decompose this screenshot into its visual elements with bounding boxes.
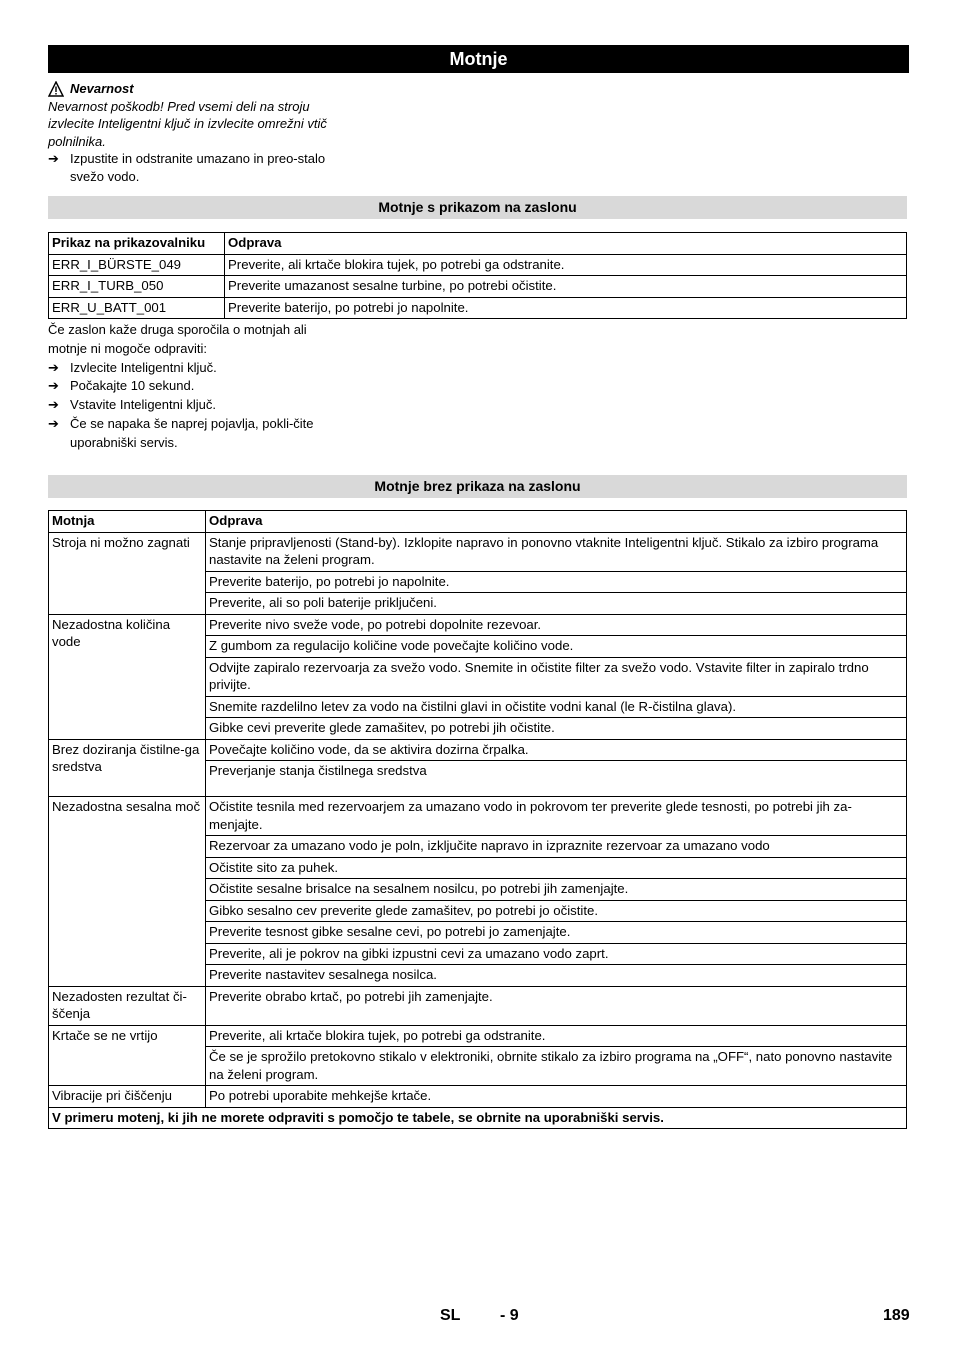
table-row: [49, 1107, 907, 1129]
arrow-right-icon: ➔: [48, 151, 59, 167]
fault-name: Nezadostna količina vode: [49, 614, 206, 739]
fault-code: ERR_I_BÜRSTE_049: [49, 254, 225, 276]
no-display-faults-table: [48, 510, 907, 1129]
fault-fix: Če se je sprožilo pretokovno stikalo v elektroniki, obrnite stikalo za izbiro programa na „OFF“, nato ponovno nastavite na želeni program.: [206, 1047, 907, 1086]
table-row: [49, 1025, 907, 1047]
section-heading-no-display-faults: Motnje brez prikaza na zaslonu: [48, 475, 907, 498]
fault-fix: Stanje pripravljenosti (Stand-by). Izklopite napravo in ponovno vtaknite Inteligentni ključ. Stikalo za izbiro programa nastavite na želeni program.: [206, 532, 907, 571]
fault-fix: Preverite nastavitev sesalnega nosilca.: [206, 965, 907, 987]
fault-fix: Preverite nivo sveže vode, po potrebi dopolnite rezevoar.: [206, 614, 907, 636]
footer-local-page: - 9: [500, 1307, 519, 1324]
fault-name: Stroja ni možno zagnati: [49, 532, 206, 614]
warning-triangle-icon: [48, 81, 64, 97]
fault-name: Brez doziranja čistilne-ga sredstva: [49, 739, 206, 797]
step-text: Vstavite Inteligentni ključ.: [70, 397, 216, 413]
fault-fix: Preverite, ali je pokrov na gibki izpustni cevi za umazano vodo zaprt.: [206, 943, 907, 965]
column-header: Prikaz na prikazovalniku: [49, 233, 225, 255]
table-row: [49, 797, 907, 836]
fault-fix: Preverite umazanost sesalne turbine, po potrebi očistite.: [225, 276, 907, 298]
step-text: Izvlecite Inteligentni ključ.: [70, 359, 217, 375]
step-item: [48, 415, 333, 453]
fault-name: Krtače se ne vrtijo: [49, 1025, 206, 1086]
step-text: Če se napaka še naprej pojavlja, pokli-čite uporabniški servis.: [70, 415, 314, 450]
table-row: [49, 614, 907, 636]
fault-fix: Snemite razdelilno letev za vodo na čistilni glavi in očistite vodni kanal (le R-čistilna glava).: [206, 696, 907, 718]
fault-fix: Preverite, ali so poli baterije priključeni.: [206, 593, 907, 615]
page-title: Motnje: [48, 45, 909, 73]
table-row: [49, 276, 907, 298]
table-row: [49, 1086, 907, 1108]
other-messages-block: [48, 321, 333, 453]
table-header-row: [49, 511, 907, 533]
warning-block: [48, 80, 333, 186]
warning-heading: [48, 80, 333, 98]
table-row: [49, 254, 907, 276]
column-header: Motnja: [49, 511, 206, 533]
warning-step-text: Izpustite in odstranite umazano in preo-stalo svežo vodo.: [70, 151, 326, 184]
fault-fix: Rezervoar za umazano vodo je poln, izključite napravo in izpraznite rezervoar za umazano vodo: [206, 836, 907, 858]
step-item: [48, 377, 333, 396]
fault-fix: Gibke cevi preverite glede zamašitev, po potrebi jih očistite.: [206, 718, 907, 740]
fault-name: Nezadosten rezultat či-ščenja: [49, 986, 206, 1025]
table-row: [49, 297, 907, 319]
step-item: [48, 359, 333, 378]
table-row: [49, 532, 907, 571]
table-row: [49, 739, 907, 761]
table-row: [49, 986, 907, 1025]
arrow-right-icon: ➔: [48, 415, 59, 431]
column-header: Odprava: [225, 233, 907, 255]
other-messages-intro: Če zaslon kaže druga sporočila o motnjah ali motnje ni mogoče odpraviti:: [48, 322, 307, 356]
section-heading-display-faults: Motnje s prikazom na zaslonu: [48, 196, 907, 219]
warning-heading-text: Nevarnost: [70, 81, 134, 96]
fault-fix: Preverite tesnost gibke sesalne cevi, po potrebi jo zamenjajte.: [206, 922, 907, 944]
table-header-row: [49, 233, 907, 255]
fault-code: ERR_U_BATT_001: [49, 297, 225, 319]
fault-fix: Z gumbom za regulacijo količine vode povečajte količino vode.: [206, 636, 907, 658]
fault-fix: Očistite sesalne brisalce na sesalnem nosilcu, po potrebi jih zamenjajte.: [206, 879, 907, 901]
footer-page-number: 189: [883, 1307, 910, 1324]
fault-fix: Očistite sito za puhek.: [206, 857, 907, 879]
fault-fix: Preverite baterijo, po potrebi jo napolnite.: [206, 571, 907, 593]
step-item: [48, 396, 333, 415]
fault-fix: Preverite baterijo, po potrebi jo napolnite.: [225, 297, 907, 319]
display-faults-table: [48, 232, 907, 319]
fault-fix: Očistite tesnila med rezervoarjem za umazano vodo in pokrovom ter preverite glede tesnosti, po potrebi jih za-menjajte.: [206, 797, 907, 836]
column-header: Odprava: [206, 511, 907, 533]
arrow-right-icon: ➔: [48, 397, 59, 413]
fault-fix: Preverite, ali krtače blokira tujek, po potrebi ga odstranite.: [206, 1025, 907, 1047]
arrow-right-icon: ➔: [48, 359, 59, 375]
fault-fix: Po potrebi uporabite mehkejše krtače.: [206, 1086, 907, 1108]
fault-fix: Preverite, ali krtače blokira tujek, po potrebi ga odstranite.: [225, 254, 907, 276]
step-text: Počakajte 10 sekund.: [70, 378, 195, 394]
fault-code: ERR_I_TURB_050: [49, 276, 225, 298]
arrow-right-icon: ➔: [48, 378, 59, 394]
warning-step: [48, 150, 333, 185]
fault-fix: Preverjanje stanja čistilnega sredstva: [206, 761, 907, 797]
footer-language: SL: [440, 1307, 461, 1324]
warning-body: Nevarnost poškodb! Pred vsemi deli na stroju izvlecite Inteligentni ključ in izvlecite omrežni vtič polnilnika.: [48, 98, 327, 149]
fault-fix: Povečajte količino vode, da se aktivira dozirna črpalka.: [206, 739, 907, 761]
fault-fix: Preverite obrabo krtač, po potrebi jih zamenjajte.: [206, 986, 907, 1025]
fault-name: Nezadostna sesalna moč: [49, 797, 206, 987]
fault-fix: Gibko sesalno cev preverite glede zamašitev, po potrebi jo očistite.: [206, 900, 907, 922]
fault-fix: Odvijte zapiralo rezervoarja za svežo vodo. Snemite in očistite filter za svežo vodo. Vstavite filter in zapiralo trdno privijte.: [206, 657, 907, 696]
table-footer-note: V primeru motenj, ki jih ne morete odpraviti s pomočjo te tabele, se obrnite na uporabniški servis.: [49, 1107, 907, 1129]
fault-name: Vibracije pri čiščenju: [49, 1086, 206, 1108]
